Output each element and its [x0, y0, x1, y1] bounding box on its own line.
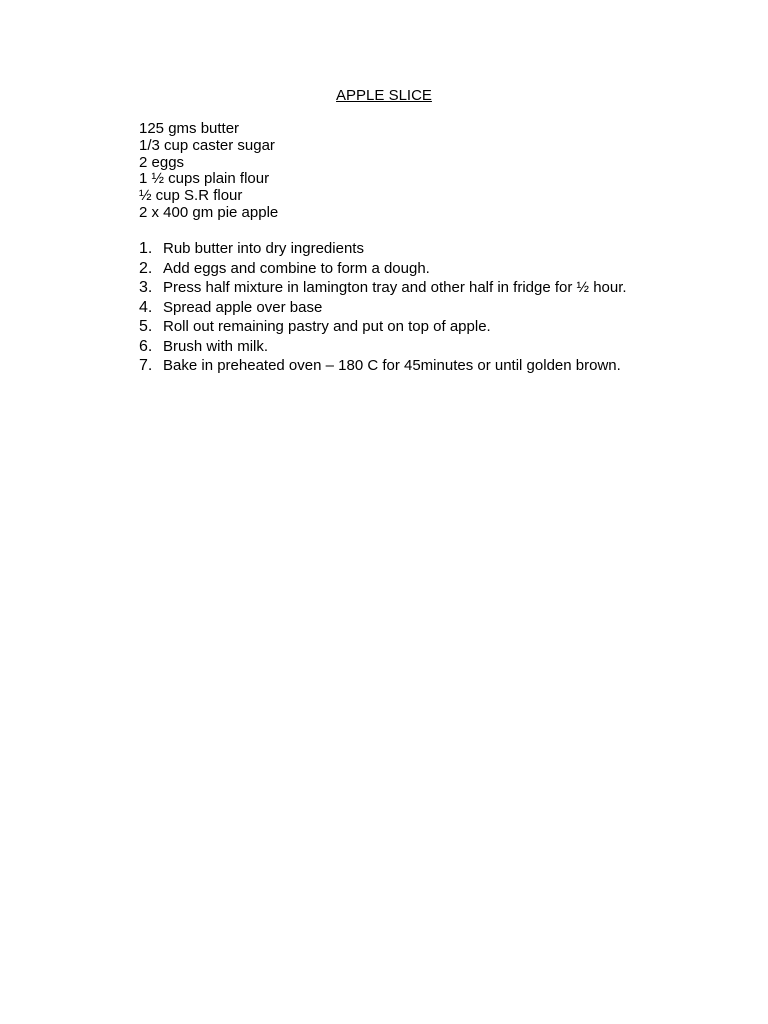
step-text: Brush with milk.	[163, 337, 269, 355]
ingredient-list	[139, 121, 278, 222]
step-text: Bake in preheated oven – 180 C for 45minutes or until golden brown.	[163, 357, 621, 374]
ingredient-item: 2 eggs	[139, 153, 185, 171]
step-item	[139, 337, 627, 357]
ingredient-item: 2 x 400 gm pie apple	[139, 203, 279, 221]
step-item	[139, 356, 627, 376]
step-text: Add eggs and combine to form a dough.	[163, 259, 430, 277]
step-number: 1.	[139, 240, 153, 257]
ingredient-item: 125 gms butter	[139, 120, 240, 137]
step-item	[139, 298, 627, 318]
ingredient-item: 1/3 cup caster sugar	[139, 136, 275, 154]
step-text: Rub butter into dry ingredients	[163, 240, 364, 257]
method-steps	[139, 239, 627, 376]
step-number: 5.	[139, 318, 153, 335]
ingredient-item: 1 ½ cups plain flour	[139, 170, 270, 188]
step-text: Press half mixture in lamington tray and other half in fridge for ½ hour.	[163, 279, 627, 296]
step-number: 2.	[139, 259, 153, 277]
step-text: Roll out remaining pastry and put on top of apple.	[163, 318, 491, 335]
step-number: 6.	[139, 337, 153, 355]
step-number: 3.	[139, 279, 153, 296]
step-number: 4.	[139, 298, 153, 316]
step-item	[139, 259, 627, 279]
step-number: 7.	[139, 357, 153, 374]
step-item	[139, 317, 627, 337]
step-text: Spread apple over base	[163, 298, 323, 316]
step-item	[139, 278, 627, 298]
step-item	[139, 239, 627, 259]
recipe-title: APPLE SLICE	[336, 87, 432, 104]
ingredient-item: ½ cup S.R flour	[139, 187, 243, 205]
